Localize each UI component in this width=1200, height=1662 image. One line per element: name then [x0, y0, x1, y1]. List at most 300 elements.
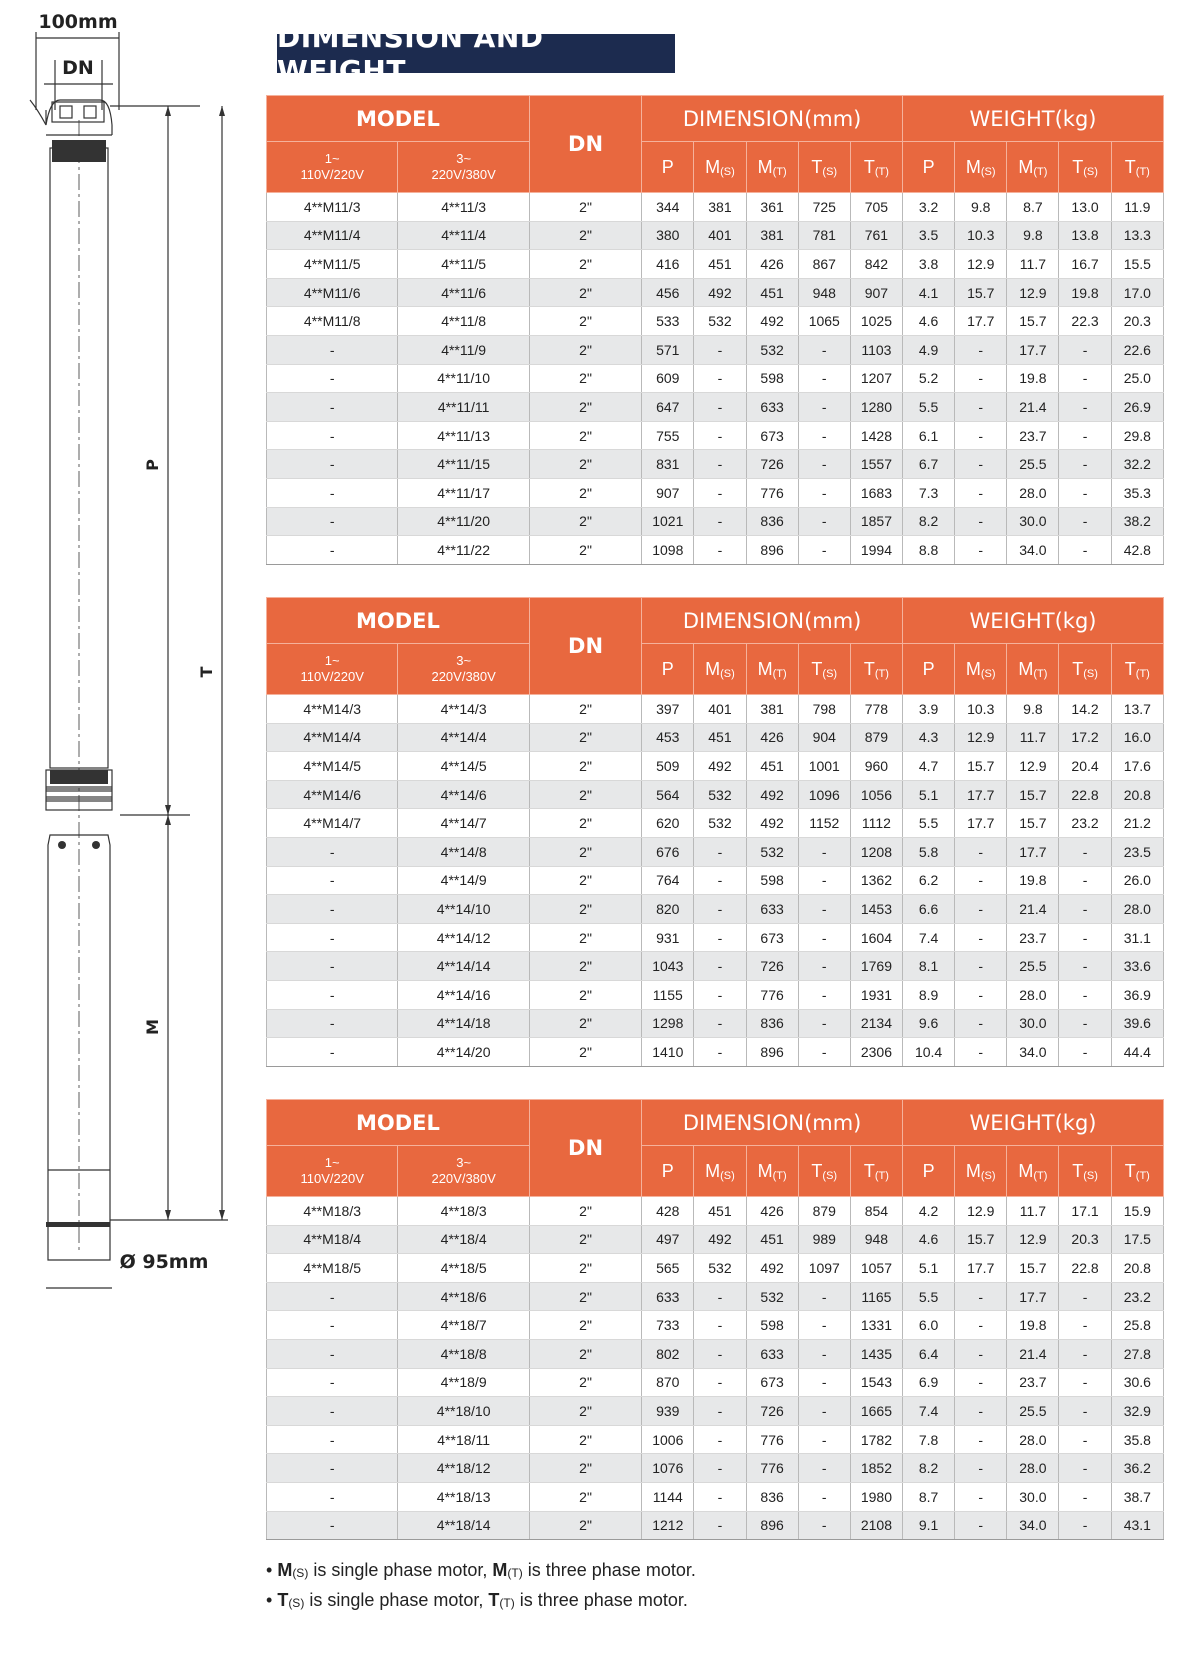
header-dim-p: P [642, 142, 694, 193]
table-cell: 1994 [850, 536, 902, 565]
table-row [267, 507, 1164, 536]
table-cell: 13.3 [1111, 221, 1163, 250]
table-cell: - [1059, 393, 1111, 422]
table-cell: 676 [642, 837, 694, 866]
table-cell: - [694, 1368, 746, 1397]
header-dim-m-t: $M_{(T)}$ [746, 1146, 798, 1197]
table-cell: 6.7 [903, 450, 955, 479]
table-cell: 15.7 [955, 278, 1007, 307]
table-cell: 948 [798, 278, 850, 307]
table-cell: 7.3 [903, 478, 955, 507]
header-wt-m-s: $M_{(S)}$ [955, 142, 1007, 193]
table-cell: 17.7 [955, 809, 1007, 838]
table-cell: 5.1 [903, 780, 955, 809]
table-cell: 725 [798, 193, 850, 222]
table-cell: 598 [746, 1311, 798, 1340]
table-cell: 2" [529, 752, 641, 781]
table-cell: 9.8 [955, 193, 1007, 222]
table-cell: 1212 [642, 1511, 694, 1540]
table-cell: 960 [850, 752, 902, 781]
table-cell: - [798, 952, 850, 981]
table-cell: 17.7 [955, 1254, 1007, 1283]
table-cell: 17.6 [1111, 752, 1163, 781]
spec-table-1 [266, 95, 1164, 565]
table-cell: 426 [746, 723, 798, 752]
table-cell: 4**14/20 [398, 1038, 529, 1067]
header-dimension: DIMENSION(mm) [642, 96, 903, 142]
table-cell: - [694, 1397, 746, 1426]
table-cell: 1331 [850, 1311, 902, 1340]
table-cell: 23.7 [1007, 421, 1059, 450]
table-cell: 867 [798, 250, 850, 279]
table-cell: 25.5 [1007, 1397, 1059, 1426]
header-model: MODEL [267, 1100, 530, 1146]
table-cell: 4**11/6 [398, 278, 529, 307]
table-cell: 5.5 [903, 809, 955, 838]
table-cell: 1207 [850, 364, 902, 393]
table-cell: 5.1 [903, 1254, 955, 1283]
table-cell: 39.6 [1111, 1009, 1163, 1038]
table-cell: 1103 [850, 335, 902, 364]
table-cell: 23.5 [1111, 837, 1163, 866]
table-cell: 7.4 [903, 1397, 955, 1426]
table-row [267, 278, 1164, 307]
table-cell: 19.8 [1007, 866, 1059, 895]
table-cell: 1043 [642, 952, 694, 981]
table-cell: 1782 [850, 1425, 902, 1454]
table-cell: - [694, 536, 746, 565]
table-cell: 25.0 [1111, 364, 1163, 393]
table-cell: 1604 [850, 923, 902, 952]
m-label: M [143, 1019, 162, 1035]
table-cell: 9.8 [1007, 695, 1059, 724]
table-cell: 6.1 [903, 421, 955, 450]
table-cell: 3.2 [903, 193, 955, 222]
table-cell: - [955, 1482, 1007, 1511]
table-cell: - [1059, 450, 1111, 479]
header-wt-t-t: $T_{(T)}$ [1111, 142, 1163, 193]
table-cell: 397 [642, 695, 694, 724]
table-cell: 4**14/3 [398, 695, 529, 724]
table-cell: 4.3 [903, 723, 955, 752]
table-row [267, 809, 1164, 838]
table-cell: 620 [642, 809, 694, 838]
table-cell: - [694, 837, 746, 866]
table-cell: - [955, 421, 1007, 450]
table-cell: 2" [529, 895, 641, 924]
table-row [267, 1282, 1164, 1311]
table-cell: 4**11/22 [398, 536, 529, 565]
header-wt-t-s: $T_{(S)}$ [1059, 644, 1111, 695]
table-row [267, 250, 1164, 279]
page-title: DIMENSION AND WEIGHT [277, 34, 675, 73]
table-cell: 1980 [850, 1482, 902, 1511]
table-cell: 733 [642, 1311, 694, 1340]
table-cell: 673 [746, 421, 798, 450]
table-cell: 633 [642, 1282, 694, 1311]
table-row [267, 364, 1164, 393]
table-cell: - [1059, 1511, 1111, 1540]
table-cell: 4**18/3 [398, 1197, 529, 1226]
table-cell: - [798, 1482, 850, 1511]
table-cell: 4**11/10 [398, 364, 529, 393]
table-cell: - [1059, 1038, 1111, 1067]
table-cell: 907 [642, 478, 694, 507]
table-cell: 2" [529, 723, 641, 752]
table-cell: 13.0 [1059, 193, 1111, 222]
table-cell: 2" [529, 421, 641, 450]
table-cell: 426 [746, 250, 798, 279]
table-cell: 23.7 [1007, 923, 1059, 952]
table-cell: 4**14/5 [398, 752, 529, 781]
header-dim-m-s: $M_{(S)}$ [694, 644, 746, 695]
table-cell: - [955, 1454, 1007, 1483]
table-cell: 1155 [642, 980, 694, 1009]
table-cell: - [955, 980, 1007, 1009]
table-row [267, 1038, 1164, 1067]
table-cell: 9.1 [903, 1511, 955, 1540]
table-cell: 836 [746, 1482, 798, 1511]
table-cell: 3.8 [903, 250, 955, 279]
table-row [267, 1339, 1164, 1368]
table-cell: 2" [529, 952, 641, 981]
table-cell: 23.7 [1007, 1368, 1059, 1397]
header-wt-t-s: $T_{(S)}$ [1059, 142, 1111, 193]
table-cell: 17.7 [955, 307, 1007, 336]
table-cell: 1769 [850, 952, 902, 981]
table-cell: 28.0 [1111, 895, 1163, 924]
table-cell: 1021 [642, 507, 694, 536]
table-cell: 896 [746, 1511, 798, 1540]
table-row [267, 723, 1164, 752]
table-cell: 989 [798, 1225, 850, 1254]
table-cell: 2" [529, 364, 641, 393]
table-cell: 17.7 [955, 780, 1007, 809]
spec-table-3 [266, 1099, 1164, 1540]
table-cell: 36.2 [1111, 1454, 1163, 1483]
table-cell: 509 [642, 752, 694, 781]
header-wt-p: P [903, 1146, 955, 1197]
table-cell: 4**11/11 [398, 393, 529, 422]
table-cell: 2" [529, 1038, 641, 1067]
table-cell: 532 [746, 1282, 798, 1311]
table-cell: 4**18/12 [398, 1454, 529, 1483]
table-cell: 8.9 [903, 980, 955, 1009]
table-cell: - [798, 866, 850, 895]
table-cell: - [798, 1454, 850, 1483]
table-cell: 2" [529, 1482, 641, 1511]
table-cell: - [267, 1038, 398, 1067]
table-cell: 1144 [642, 1482, 694, 1511]
table-cell: 10.3 [955, 221, 1007, 250]
table-row [267, 980, 1164, 1009]
table-cell: 1065 [798, 307, 850, 336]
table-cell: 428 [642, 1197, 694, 1226]
table-cell: - [955, 1368, 1007, 1397]
table-cell: 451 [746, 752, 798, 781]
table-cell: - [955, 952, 1007, 981]
table-cell: 726 [746, 450, 798, 479]
table-cell: 14.2 [1059, 695, 1111, 724]
table-cell: 633 [746, 1339, 798, 1368]
table-cell: - [798, 421, 850, 450]
table-cell: 4**M11/5 [267, 250, 398, 279]
table-cell: 22.6 [1111, 335, 1163, 364]
table-cell: 4.7 [903, 752, 955, 781]
table-cell: 8.2 [903, 507, 955, 536]
table-cell: 781 [798, 221, 850, 250]
table-cell: - [1059, 1368, 1111, 1397]
table-cell: - [798, 1339, 850, 1368]
table-cell: 896 [746, 1038, 798, 1067]
table-cell: 4**18/4 [398, 1225, 529, 1254]
table-cell: 17.2 [1059, 723, 1111, 752]
t-label: T [197, 666, 216, 678]
table-cell: 2" [529, 1282, 641, 1311]
table-cell: 8.7 [1007, 193, 1059, 222]
table-cell: 673 [746, 923, 798, 952]
table-cell: 451 [694, 250, 746, 279]
table-row [267, 866, 1164, 895]
table-cell: 533 [642, 307, 694, 336]
table-row [267, 1454, 1164, 1483]
table-row [267, 1197, 1164, 1226]
table-cell: - [955, 1511, 1007, 1540]
table-cell: 1852 [850, 1454, 902, 1483]
table-cell: 13.8 [1059, 221, 1111, 250]
table-cell: 15.7 [1007, 809, 1059, 838]
table-cell: 344 [642, 193, 694, 222]
table-cell: - [694, 335, 746, 364]
table-cell: 836 [746, 507, 798, 536]
table-cell: 44.4 [1111, 1038, 1163, 1067]
table-cell: 2" [529, 780, 641, 809]
table-cell: - [1059, 364, 1111, 393]
table-cell: 497 [642, 1225, 694, 1254]
table-cell: 1025 [850, 307, 902, 336]
table-row [267, 1254, 1164, 1283]
header-dim-t-t: $T_{(T)}$ [850, 644, 902, 695]
table-cell: 2" [529, 1454, 641, 1483]
table-cell: 598 [746, 866, 798, 895]
table-cell: 15.5 [1111, 250, 1163, 279]
header-dn: DN [529, 1100, 641, 1197]
table-cell: - [955, 923, 1007, 952]
table-cell: 726 [746, 952, 798, 981]
table-cell: - [1059, 980, 1111, 1009]
table-cell: 9.8 [1007, 221, 1059, 250]
header-dim-m-s: $M_{(S)}$ [694, 1146, 746, 1197]
table-cell: - [1059, 952, 1111, 981]
table-cell: 2" [529, 1511, 641, 1540]
header-wt-t-t: $T_{(T)}$ [1111, 644, 1163, 695]
table-cell: 6.0 [903, 1311, 955, 1340]
table-cell: 2" [529, 1368, 641, 1397]
table-cell: - [1059, 837, 1111, 866]
table-cell: 17.1 [1059, 1197, 1111, 1226]
table-cell: 532 [694, 780, 746, 809]
table-cell: - [798, 450, 850, 479]
table-cell: 12.9 [1007, 752, 1059, 781]
table-cell: - [267, 1009, 398, 1038]
header-wt-p: P [903, 644, 955, 695]
table-cell: 2" [529, 1425, 641, 1454]
table-cell: 492 [694, 1225, 746, 1254]
table-row [267, 923, 1164, 952]
table-row [267, 1009, 1164, 1038]
header-dn: DN [529, 96, 641, 193]
table-cell: - [1059, 536, 1111, 565]
table-cell: 2" [529, 837, 641, 866]
table-cell: 1112 [850, 809, 902, 838]
table-cell: 896 [746, 536, 798, 565]
header-dim-p: P [642, 644, 694, 695]
table-cell: - [694, 866, 746, 895]
table-cell: 12.9 [1007, 1225, 1059, 1254]
header-dim-t-s: $T_{(S)}$ [798, 142, 850, 193]
table-cell: 4**M14/4 [267, 723, 398, 752]
table-cell: 12.9 [955, 723, 1007, 752]
table-cell: - [694, 895, 746, 924]
table-cell: 1543 [850, 1368, 902, 1397]
table-cell: - [955, 450, 1007, 479]
table-cell: - [267, 980, 398, 1009]
table-cell: 492 [746, 1254, 798, 1283]
table-cell: 2" [529, 507, 641, 536]
table-cell: - [694, 1339, 746, 1368]
table-cell: 20.3 [1111, 307, 1163, 336]
table-cell: - [694, 1425, 746, 1454]
p-label: P [143, 459, 162, 471]
table-cell: 4.1 [903, 278, 955, 307]
table-cell: - [267, 923, 398, 952]
table-cell: 1428 [850, 421, 902, 450]
header-single-phase: 1~ 110V/220V [267, 644, 398, 695]
table-cell: 381 [746, 221, 798, 250]
table-cell: 8.2 [903, 1454, 955, 1483]
table-cell: - [694, 923, 746, 952]
table-cell: 1152 [798, 809, 850, 838]
note-motor: • $M_{(S)}$ is single phase motor, $M_{(T)}$ is three phase motor. [266, 1560, 696, 1580]
table-cell: 705 [850, 193, 902, 222]
dn-label: DN [62, 57, 94, 79]
table-cell: 755 [642, 421, 694, 450]
table-row [267, 335, 1164, 364]
header-dim-p: P [642, 1146, 694, 1197]
header-model: MODEL [267, 96, 530, 142]
table-cell: - [798, 507, 850, 536]
table-cell: 35.3 [1111, 478, 1163, 507]
table-cell: 1057 [850, 1254, 902, 1283]
table-cell: 17.5 [1111, 1225, 1163, 1254]
table-cell: - [267, 895, 398, 924]
table-cell: 4**14/8 [398, 837, 529, 866]
header-dimension: DIMENSION(mm) [642, 1100, 903, 1146]
header-wt-t-t: $T_{(T)}$ [1111, 1146, 1163, 1197]
table-cell: 3.5 [903, 221, 955, 250]
table-cell: 27.8 [1111, 1339, 1163, 1368]
header-dim-m-s: $M_{(S)}$ [694, 142, 746, 193]
table-cell: 492 [746, 780, 798, 809]
table-cell: 870 [642, 1368, 694, 1397]
table-cell: - [955, 507, 1007, 536]
table-cell: - [694, 393, 746, 422]
table-cell: - [267, 1397, 398, 1426]
table-cell: 8.7 [903, 1482, 955, 1511]
table-cell: 2" [529, 866, 641, 895]
table-cell: 6.6 [903, 895, 955, 924]
table-cell: 4**14/10 [398, 895, 529, 924]
top-width-label: 100mm [38, 11, 118, 33]
table-cell: - [1059, 1282, 1111, 1311]
table-cell: 30.6 [1111, 1368, 1163, 1397]
table-cell: 4.6 [903, 1225, 955, 1254]
table-cell: 28.0 [1007, 478, 1059, 507]
table-cell: 30.0 [1007, 1009, 1059, 1038]
table-cell: 15.7 [1007, 780, 1059, 809]
table-cell: 492 [746, 307, 798, 336]
table-cell: - [267, 536, 398, 565]
header-dimension: DIMENSION(mm) [642, 598, 903, 644]
table-cell: 4.9 [903, 335, 955, 364]
table-cell: 22.8 [1059, 1254, 1111, 1283]
table-cell: - [694, 1311, 746, 1340]
table-cell: 2" [529, 393, 641, 422]
table-cell: 19.8 [1007, 364, 1059, 393]
table-row [267, 1425, 1164, 1454]
table-cell: 20.8 [1111, 780, 1163, 809]
table-cell: 931 [642, 923, 694, 952]
table-cell: - [955, 364, 1007, 393]
table-cell: 4**M11/8 [267, 307, 398, 336]
table-cell: - [694, 1009, 746, 1038]
spec-table-2 [266, 597, 1164, 1067]
header-wt-t-s: $T_{(S)}$ [1059, 1146, 1111, 1197]
table-cell: 532 [694, 809, 746, 838]
table-cell: 1001 [798, 752, 850, 781]
table-row [267, 450, 1164, 479]
table-row [267, 752, 1164, 781]
table-cell: - [798, 1038, 850, 1067]
table-cell: 29.8 [1111, 421, 1163, 450]
table-row [267, 478, 1164, 507]
table-cell: - [955, 837, 1007, 866]
table-cell: - [694, 421, 746, 450]
table-cell: 7.4 [903, 923, 955, 952]
table-cell: - [1059, 421, 1111, 450]
table-row [267, 307, 1164, 336]
table-cell: - [694, 1511, 746, 1540]
table-cell: 1683 [850, 478, 902, 507]
table-cell: - [1059, 1454, 1111, 1483]
table-cell: 4**M14/5 [267, 752, 398, 781]
table-cell: - [955, 335, 1007, 364]
table-cell: 4**18/8 [398, 1339, 529, 1368]
table-cell: 1096 [798, 780, 850, 809]
table-cell: 4**14/16 [398, 980, 529, 1009]
table-cell: - [798, 478, 850, 507]
table-cell: 1280 [850, 393, 902, 422]
table-cell: 492 [694, 278, 746, 307]
table-cell: 4**11/15 [398, 450, 529, 479]
table-cell: 451 [746, 278, 798, 307]
table-cell: 22.8 [1059, 780, 1111, 809]
table-cell: 778 [850, 695, 902, 724]
table-row [267, 1311, 1164, 1340]
notes [266, 1555, 696, 1615]
table-cell: 30.0 [1007, 1482, 1059, 1511]
table-cell: 1857 [850, 507, 902, 536]
